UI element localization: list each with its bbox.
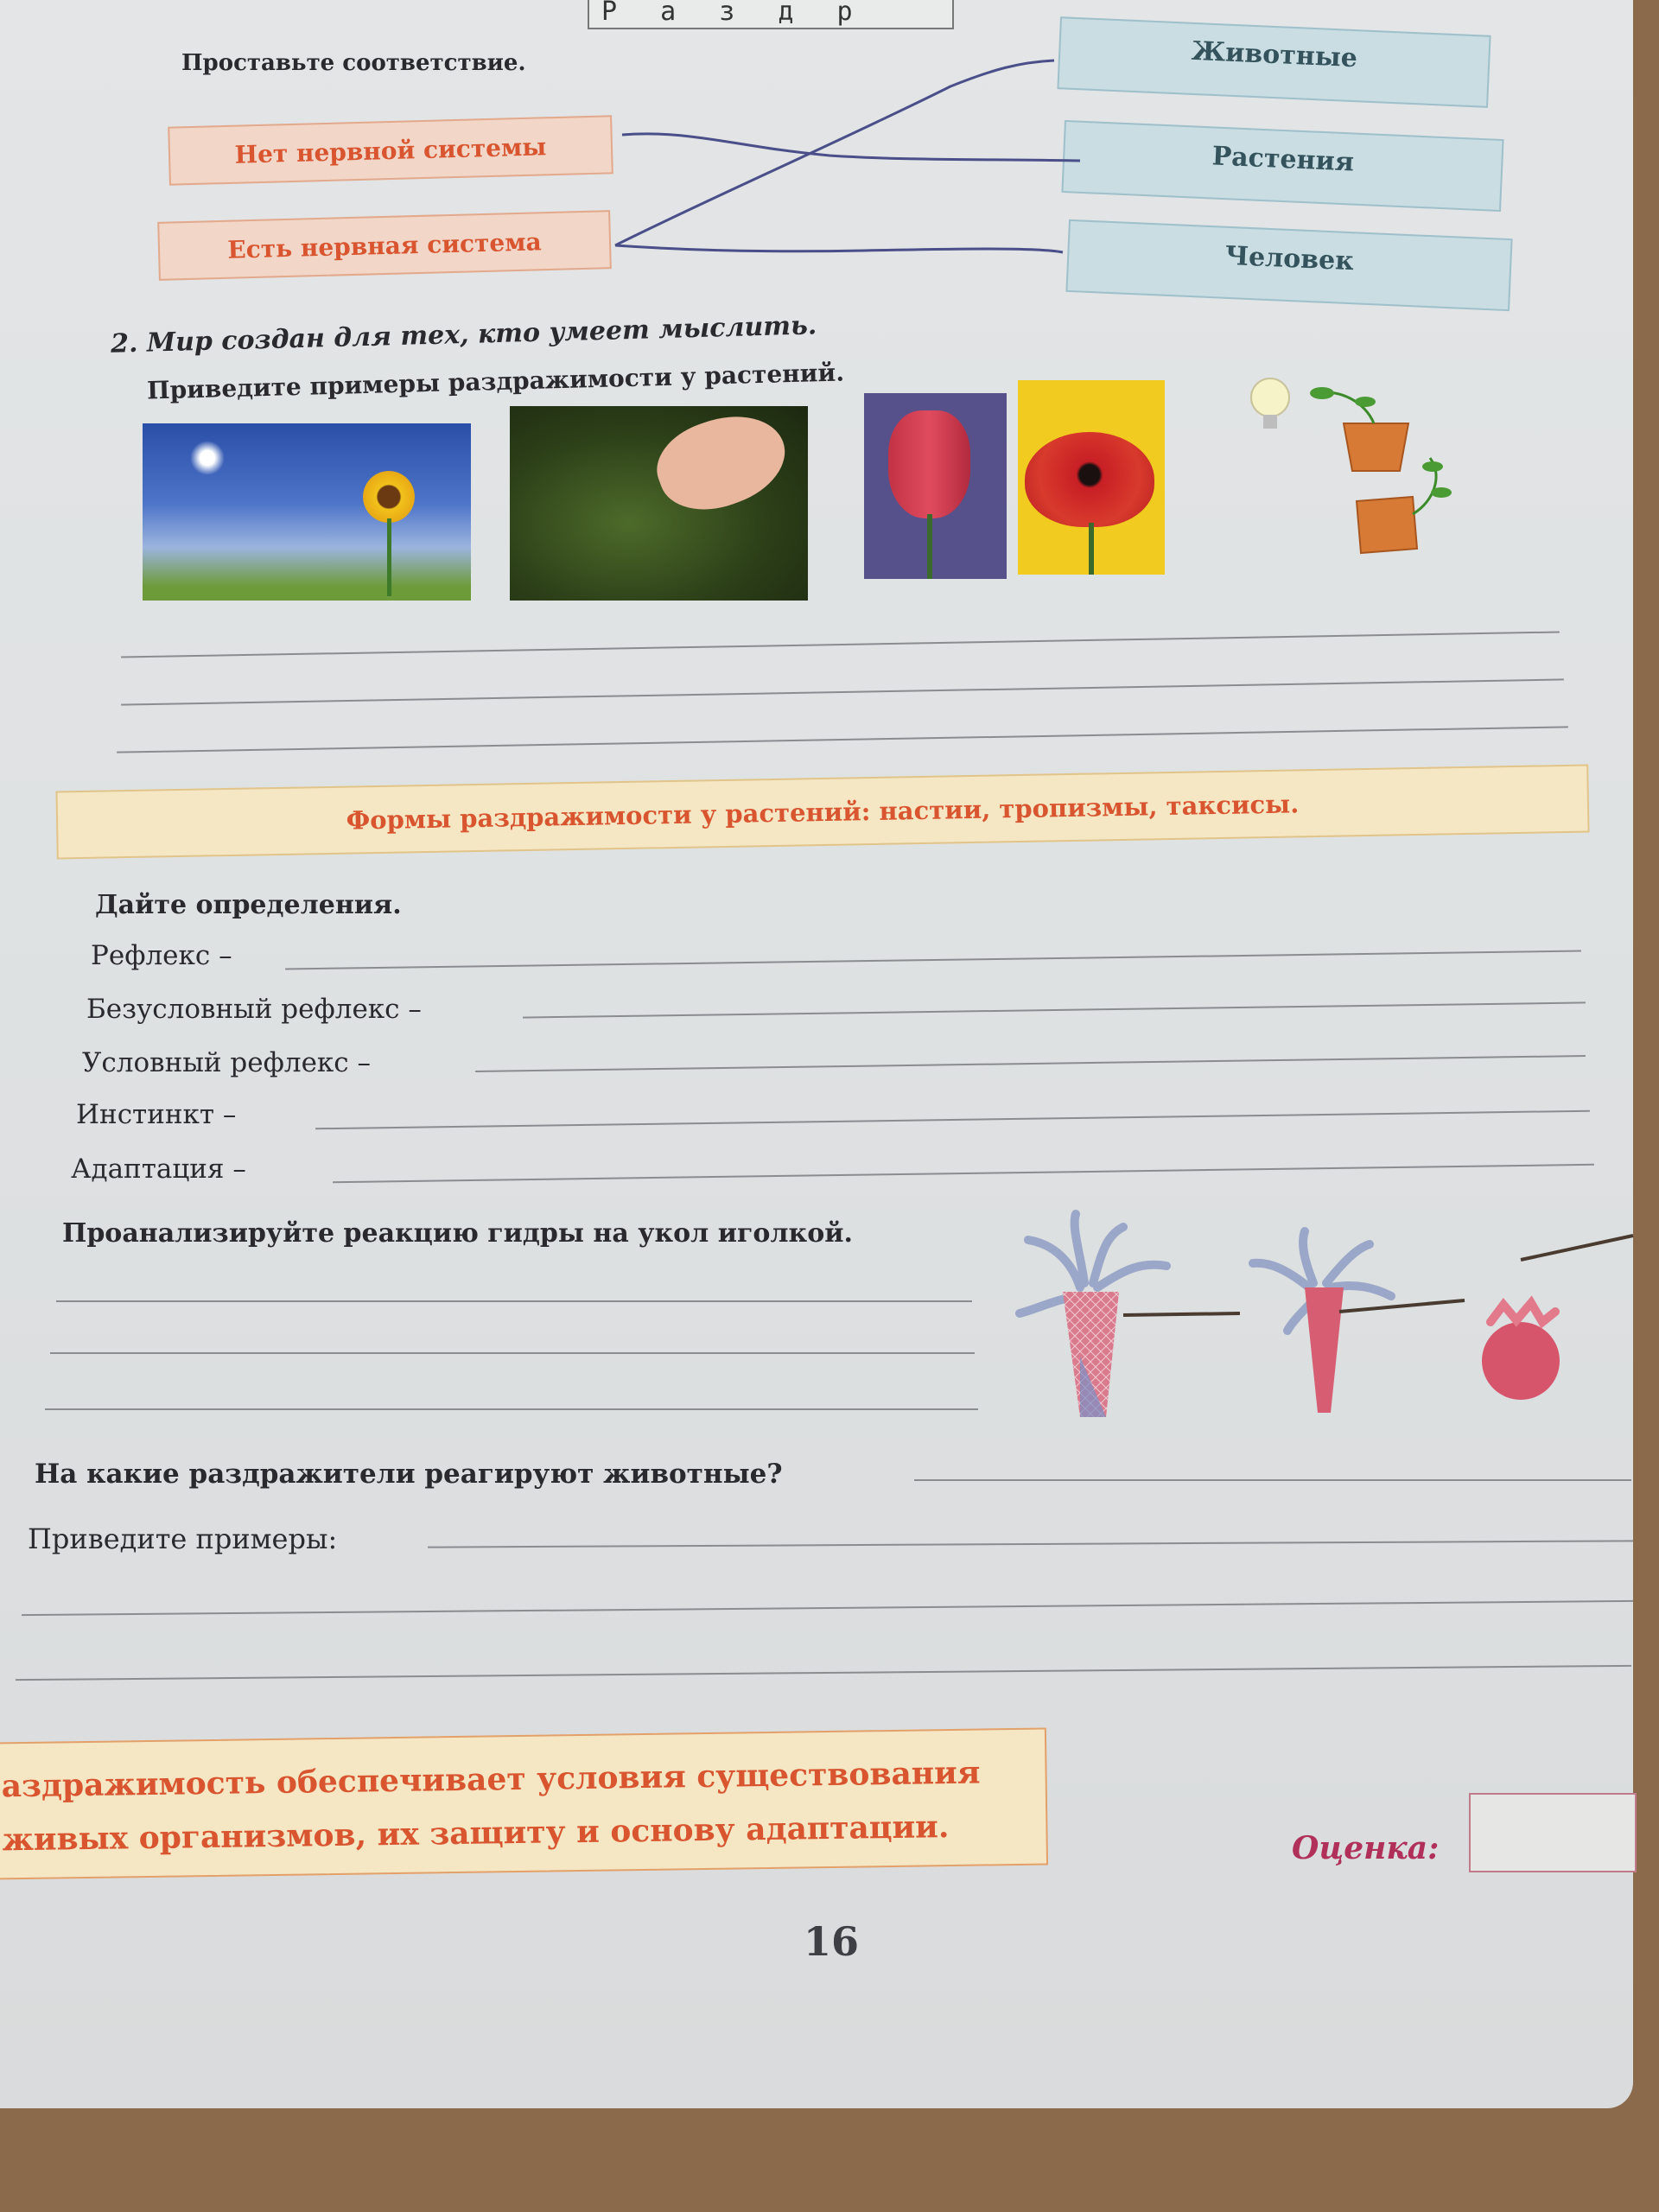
- hydra-contracting-icon: [1253, 1231, 1391, 1413]
- human-label: Человек: [1224, 240, 1355, 276]
- animals-answer-line[interactable]: [914, 1479, 1631, 1481]
- answer-line[interactable]: [121, 631, 1560, 658]
- answer-line[interactable]: [16, 1665, 1631, 1681]
- hand-icon: [645, 406, 797, 525]
- page-number: 16: [804, 1918, 860, 1965]
- pen-line-has-nervous-to-human: [615, 245, 1063, 252]
- lightbulb-icon: [1251, 378, 1289, 429]
- definition-unconditioned-reflex-line[interactable]: [523, 1001, 1586, 1018]
- open-tulip-icon: [1025, 432, 1154, 527]
- tilted-pot-icon: [1357, 458, 1452, 553]
- summary-line-2: живых организмов, их защиту и основу адаптации.: [2, 1808, 950, 1859]
- pen-line-no-nervous-to-plants: [622, 134, 1080, 161]
- task2-motto: 2. Мир создан для тех, кто умеет мыслить.: [110, 310, 817, 359]
- needle-2: [1339, 1300, 1465, 1312]
- forms-banner-text: Формы раздражимости у растений: настии, тропизмы, таксисы.: [346, 788, 1300, 836]
- definition-unconditioned-reflex: Безусловный рефлекс –: [86, 994, 422, 1025]
- upright-pot-icon: [1310, 387, 1408, 471]
- definitions-heading: Дайте определения.: [95, 890, 402, 920]
- animals-label: Животные: [1191, 35, 1358, 73]
- summary-box: [0, 1727, 1048, 1879]
- top-fragment-text: Р а з д р: [601, 0, 867, 27]
- hydra-illustration: [1002, 1201, 1642, 1426]
- answer-line[interactable]: [117, 726, 1568, 753]
- examples-label: Приведите примеры:: [28, 1522, 338, 1555]
- definition-adaptation: Адаптация –: [71, 1154, 246, 1185]
- needle-3: [1521, 1236, 1633, 1260]
- answer-line[interactable]: [50, 1352, 975, 1354]
- definition-conditioned-reflex-line[interactable]: [475, 1055, 1586, 1072]
- animals-question: На какие раздражители реагируют животные?: [35, 1459, 783, 1490]
- definition-adaptation-line[interactable]: [333, 1164, 1594, 1183]
- sun-icon: [190, 441, 225, 475]
- answer-line[interactable]: [56, 1300, 972, 1302]
- closed-tulip-icon: [888, 410, 970, 518]
- mimosa-hand-photo: [510, 406, 808, 601]
- grade-label: Оценка:: [1292, 1830, 1440, 1866]
- definition-instinct-line[interactable]: [315, 1110, 1590, 1130]
- has-nervous-system-label: Есть нервная система: [226, 226, 543, 264]
- answer-line[interactable]: [121, 678, 1564, 705]
- tulip-closed-photo: [864, 393, 1007, 579]
- no-nervous-system-label: Нет нервной системы: [234, 131, 547, 169]
- hydra-contracted-icon: [1482, 1303, 1560, 1400]
- grade-box[interactable]: [1469, 1793, 1637, 1872]
- summary-line-1: аздражимость обеспечивает условия существования: [1, 1754, 981, 1805]
- matching-pen-lines: [0, 0, 1659, 346]
- tulip-open-photo: [1018, 380, 1165, 575]
- sunflower-icon: [363, 471, 415, 523]
- forms-banner: [55, 765, 1589, 860]
- answer-line[interactable]: [45, 1408, 978, 1410]
- examples-answer-line[interactable]: [428, 1540, 1633, 1548]
- definition-reflex-line[interactable]: [285, 950, 1581, 970]
- definition-conditioned-reflex: Условный рефлекс –: [82, 1047, 372, 1078]
- plants-label: Растения: [1211, 140, 1355, 178]
- task2-instruction: Приведите примеры раздражимости у растений.: [146, 358, 845, 405]
- task1-instruction: Проставьте соответствие.: [181, 50, 526, 76]
- pots-illustration: [1236, 372, 1495, 570]
- hydra-instruction: Проанализируйте реакцию гидры на укол иголкой.: [62, 1218, 853, 1249]
- definition-instinct: Инстинкт –: [76, 1099, 237, 1130]
- answer-line[interactable]: [22, 1600, 1633, 1616]
- pen-line-has-nervous-to-animals: [615, 60, 1054, 245]
- needle-1: [1123, 1313, 1240, 1315]
- sunflower-photo: [143, 423, 471, 601]
- definition-reflex: Рефлекс –: [91, 940, 232, 971]
